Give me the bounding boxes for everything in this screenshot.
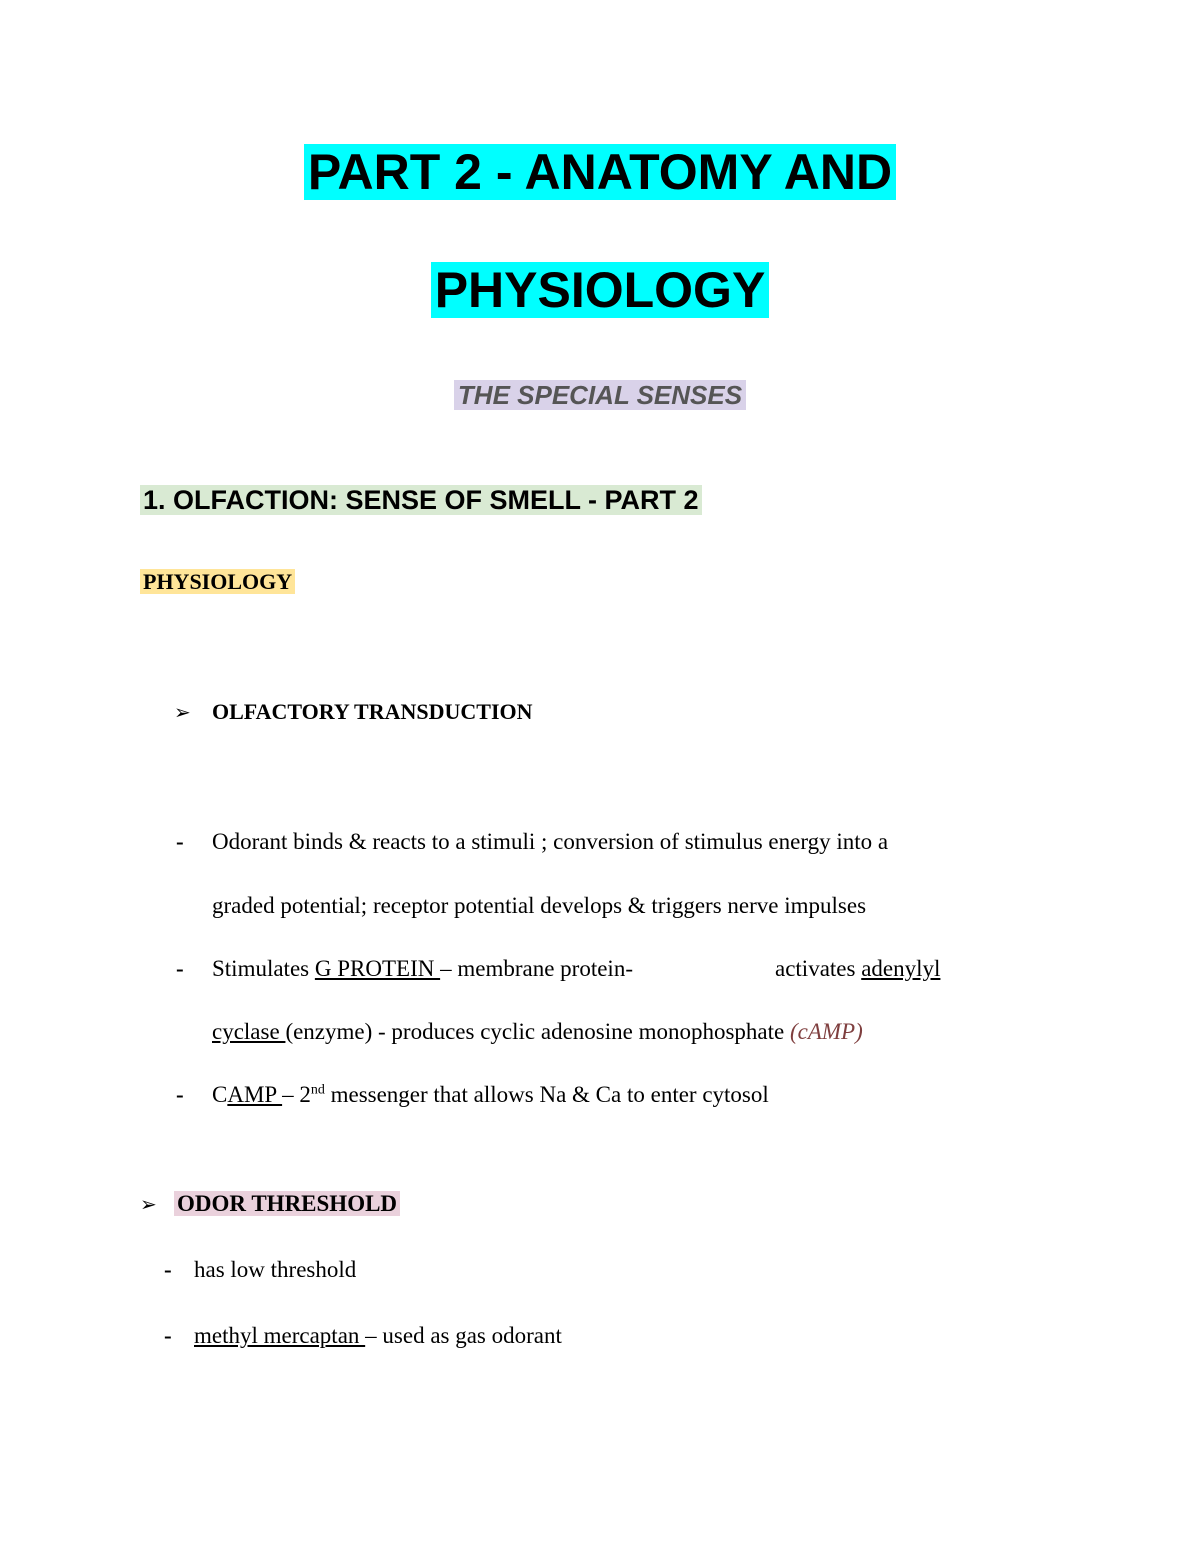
bullet-2-mid2: activates xyxy=(775,956,862,981)
threshold-heading: ODOR THRESHOLD xyxy=(174,1191,400,1216)
bullet-2-line-2-text: (enzyme) - produces cyclic adenosine monophosphate xyxy=(285,1019,790,1044)
bullet-3-pre: C xyxy=(212,1082,228,1107)
bullet-1-line-1: Odorant binds & reacts to a stimuli ; conversion of stimulus energy into a xyxy=(212,829,889,854)
bullet-2-pre: Stimulates xyxy=(212,956,315,981)
bullet-2-mid: – membrane protein- xyxy=(440,956,633,981)
cyclase-term: cyclase xyxy=(212,1019,286,1044)
threshold-heading-wrap xyxy=(174,1188,400,1220)
threshold-bullet-2 xyxy=(194,1320,562,1352)
dash-bullet: - xyxy=(164,1257,172,1282)
subtitle-wrap xyxy=(0,378,1200,412)
subtitle: THE SPECIAL SENSES xyxy=(454,380,746,410)
bullet-2-line-1 xyxy=(212,953,633,985)
dash-bullet: - xyxy=(176,829,184,854)
threshold-bullet-1: has low threshold xyxy=(194,1257,357,1282)
threshold-bullet-2-text: – used as gas odorant xyxy=(365,1323,562,1348)
camp-italic: (cAMP) xyxy=(789,1019,863,1044)
dash-bullet: - xyxy=(176,956,184,981)
physiology-heading: PHYSIOLOGY xyxy=(140,569,295,594)
adenylyl-term: adenylyl xyxy=(861,956,941,981)
g-protein-term: G PROTEIN xyxy=(314,956,441,981)
camp-term: AMP xyxy=(227,1082,283,1107)
page-title-line-2: PHYSIOLOGY xyxy=(431,262,770,318)
transduction-heading: OLFACTORY TRANSDUCTION xyxy=(212,699,533,724)
arrow-bullet-icon: ➢ xyxy=(174,700,191,724)
title-line-1-wrap xyxy=(0,143,1200,201)
methyl-mercaptan-term: methyl mercaptan xyxy=(194,1323,366,1348)
section-heading: 1. OLFACTION: SENSE OF SMELL - PART 2 xyxy=(140,485,702,515)
arrow-bullet-icon: ➢ xyxy=(140,1192,157,1216)
section-heading-wrap xyxy=(140,482,702,518)
bullet-2-line-1-right xyxy=(775,953,940,985)
physiology-heading-wrap xyxy=(140,566,295,598)
bullet-3-text: messenger that allows Na & Ca to enter cytosol xyxy=(324,1082,769,1107)
bullet-1-line-2: graded potential; receptor potential develops & triggers nerve impulses xyxy=(212,893,867,918)
bullet-2-line-2 xyxy=(212,1016,863,1048)
bullet-3-line-1 xyxy=(212,1079,769,1111)
bullet-3-dash: – 2 xyxy=(282,1082,311,1107)
title-line-2-wrap xyxy=(0,261,1200,319)
page-title-line-1: PART 2 - ANATOMY AND xyxy=(304,144,896,200)
superscript-nd: nd xyxy=(310,1082,325,1098)
dash-bullet: - xyxy=(176,1082,184,1107)
dash-bullet: - xyxy=(164,1323,172,1348)
